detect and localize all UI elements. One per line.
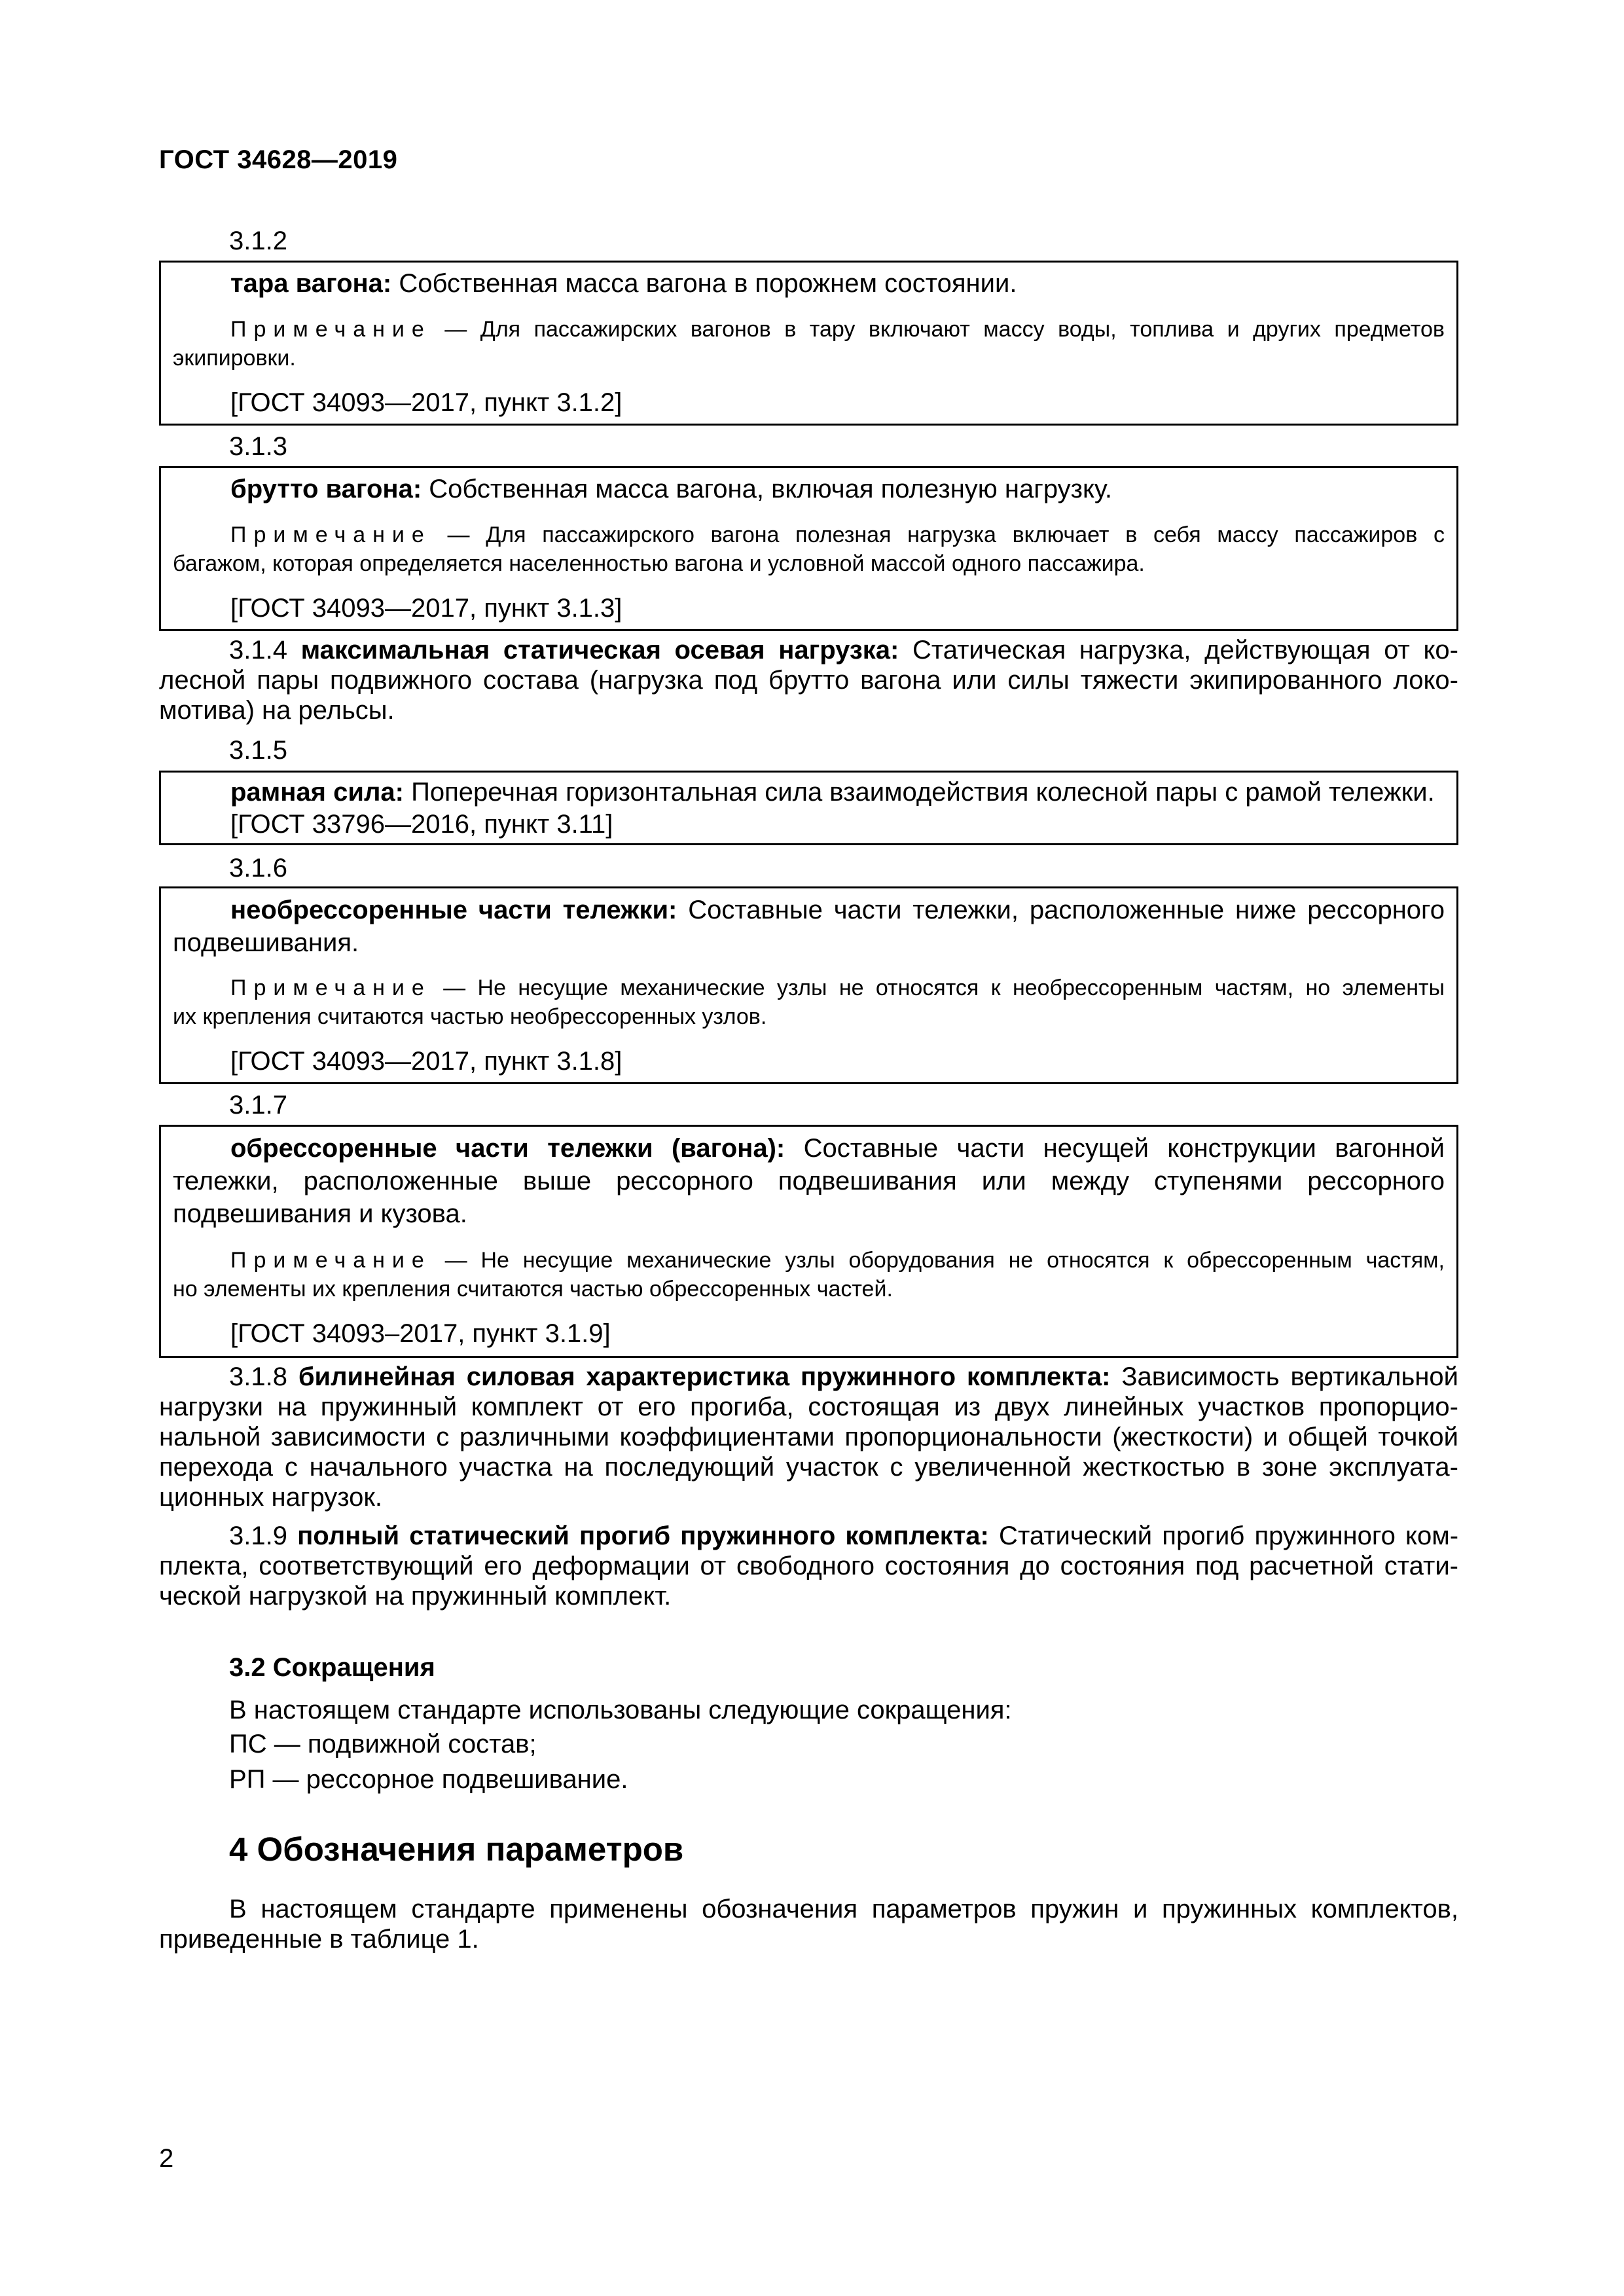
paragraph-number: 3.1.8 [229, 1362, 298, 1391]
term-box-3-1-7 [159, 1125, 1458, 1358]
term-name: полный статический прогиб пружинного комплекта: [297, 1522, 989, 1550]
section-4-paragraph [159, 1894, 1458, 1954]
paragraph-3-1-9 [159, 1521, 1458, 1611]
section-heading-3-2: 3.2 Сокращения [229, 1653, 435, 1682]
term-note [173, 520, 1445, 578]
term-number: 3.1.3 [229, 432, 287, 461]
paragraph-text: плекта, соответствующий его деформации от свободного состояния до состояния под расчетной стати- [159, 1552, 1458, 1580]
term-definition [173, 1132, 1445, 1230]
note-text: — Не несущие механические узлы оборудования не относятся к обрессоренным частям, [431, 1248, 1445, 1273]
section-intro: В настоящем стандарте использованы следующие сокращения: [229, 1696, 1012, 1724]
term-note [173, 974, 1445, 1031]
paragraph-text: нагрузки на пружинный комплект от его прогиба, состоящая из двух линейных участков пропорцио- [159, 1393, 1458, 1421]
section-heading-4: 4 Обозначения параметров [229, 1831, 684, 1868]
term-name: билинейная силовая характеристика пружинного комплекта: [298, 1362, 1111, 1391]
definition-text: Собственная масса вагона, включая полезную нагрузку. [422, 475, 1113, 503]
page-number: 2 [159, 2144, 174, 2173]
note-label: Примечание [230, 1248, 431, 1273]
term-name: максимальная статическая осевая нагрузка: [300, 636, 899, 665]
note-text: но элементы их крепления считаются частью обрессоренных частей. [173, 1277, 893, 1302]
note-text: — Не несущие механические узлы не относятся к необрессоренным частям, но элементы [431, 975, 1445, 1000]
paragraph-text: мотива) на рельсы. [159, 696, 395, 725]
note-label: Примечание [230, 317, 431, 342]
definition-text: Собственная масса вагона в порожнем состоянии. [391, 269, 1017, 298]
term-box-3-1-6 [159, 886, 1458, 1084]
term-name: необрессоренные части тележки: [230, 896, 677, 924]
term-box-3-1-3 [159, 466, 1458, 631]
paragraph-text: ческой нагрузкой на пружинный комплект. [159, 1582, 672, 1611]
note-text: — Для пассажирских вагонов в тару включают массу воды, топлива и других предметов [431, 317, 1445, 342]
term-number: 3.1.7 [229, 1091, 287, 1120]
term-number: 3.1.5 [229, 736, 287, 765]
term-name: тара вагона: [230, 269, 392, 298]
note-text: багажом, которая определяется населенностью вагона и условной массой одного пассажира. [173, 551, 1145, 576]
term-definition [230, 473, 1112, 505]
definition-text: подвешивания и кузова. [173, 1199, 467, 1228]
term-number: 3.1.6 [229, 854, 287, 883]
definition-text: тележки, расположенные выше рессорного подвешивания или между ступенями рессорного [173, 1167, 1445, 1195]
term-definition [230, 268, 1017, 299]
term-source: [ГОСТ 34093—2017, пункт 3.1.8] [230, 1047, 623, 1076]
term-source: [ГОСТ 34093—2017, пункт 3.1.3] [230, 594, 623, 623]
term-number: 3.1.2 [229, 227, 287, 255]
paragraph-text: приведенные в таблице 1. [159, 1925, 479, 1954]
term-definition [173, 894, 1445, 959]
term-definition [230, 776, 1435, 808]
note-label: Примечание [230, 975, 431, 1000]
definition-text: подвешивания. [173, 928, 359, 957]
abbreviation-item: РП — рессорное подвешивание. [229, 1765, 628, 1794]
paragraph-text: Зависимость вертикальной [1110, 1362, 1459, 1391]
definition-text: Составные части тележки, расположенные ниже рессорного [677, 896, 1445, 924]
paragraph-text: Статическая нагрузка, действующая от ко- [899, 636, 1459, 665]
term-source: [ГОСТ 34093—2017, пункт 3.1.2] [230, 388, 623, 417]
term-source: [ГОСТ 33796—2016, пункт 3.11] [230, 810, 613, 839]
paragraph-text: В настоящем стандарте применены обозначения параметров пружин и пружинных комплектов, [229, 1895, 1458, 1923]
note-text: их крепления считаются частью необрессоренных узлов. [173, 1004, 767, 1029]
paragraph-text: нальной зависимости с различными коэффициентами пропорциональности (жесткости) и общей точкой [159, 1423, 1458, 1451]
abbreviation-item: ПС — подвижной состав; [229, 1730, 537, 1758]
term-box-3-1-5 [159, 771, 1458, 845]
note-text: экипировки. [173, 346, 296, 371]
term-name: брутто вагона: [230, 475, 422, 503]
paragraph-text: Статический прогиб пружинного ком- [988, 1522, 1459, 1550]
note-text: — Для пассажирского вагона полезная нагрузка включает в себя массу пассажиров с [431, 522, 1445, 547]
paragraph-number: 3.1.9 [229, 1522, 298, 1550]
term-box-3-1-2 [159, 261, 1458, 426]
term-note [173, 315, 1445, 373]
term-note [173, 1246, 1445, 1303]
paragraph-3-1-4 [159, 635, 1458, 725]
paragraph-3-1-8 [159, 1362, 1458, 1512]
term-name: рамная сила: [230, 778, 404, 807]
paragraph-text: ционных нагрузок. [159, 1483, 383, 1512]
note-label: Примечание [230, 522, 431, 547]
term-source: [ГОСТ 34093–2017, пункт 3.1.9] [230, 1319, 611, 1348]
paragraph-text: лесной пары подвижного состава (нагрузка под брутто вагона или силы тяжести экипированного локо- [159, 666, 1458, 695]
definition-text: Поперечная горизонтальная сила взаимодействия колесной пары с рамой тележки. [403, 778, 1435, 807]
paragraph-text: перехода с начального участка на последующий участок с увеличенной жесткостью в зоне эксплуата- [159, 1453, 1458, 1482]
definition-text: Составные части несущей конструкции вагонной [785, 1134, 1445, 1163]
paragraph-number: 3.1.4 [229, 636, 301, 665]
document-header: ГОСТ 34628—2019 [159, 145, 398, 174]
term-name: обрессоренные части тележки (вагона): [230, 1134, 785, 1163]
